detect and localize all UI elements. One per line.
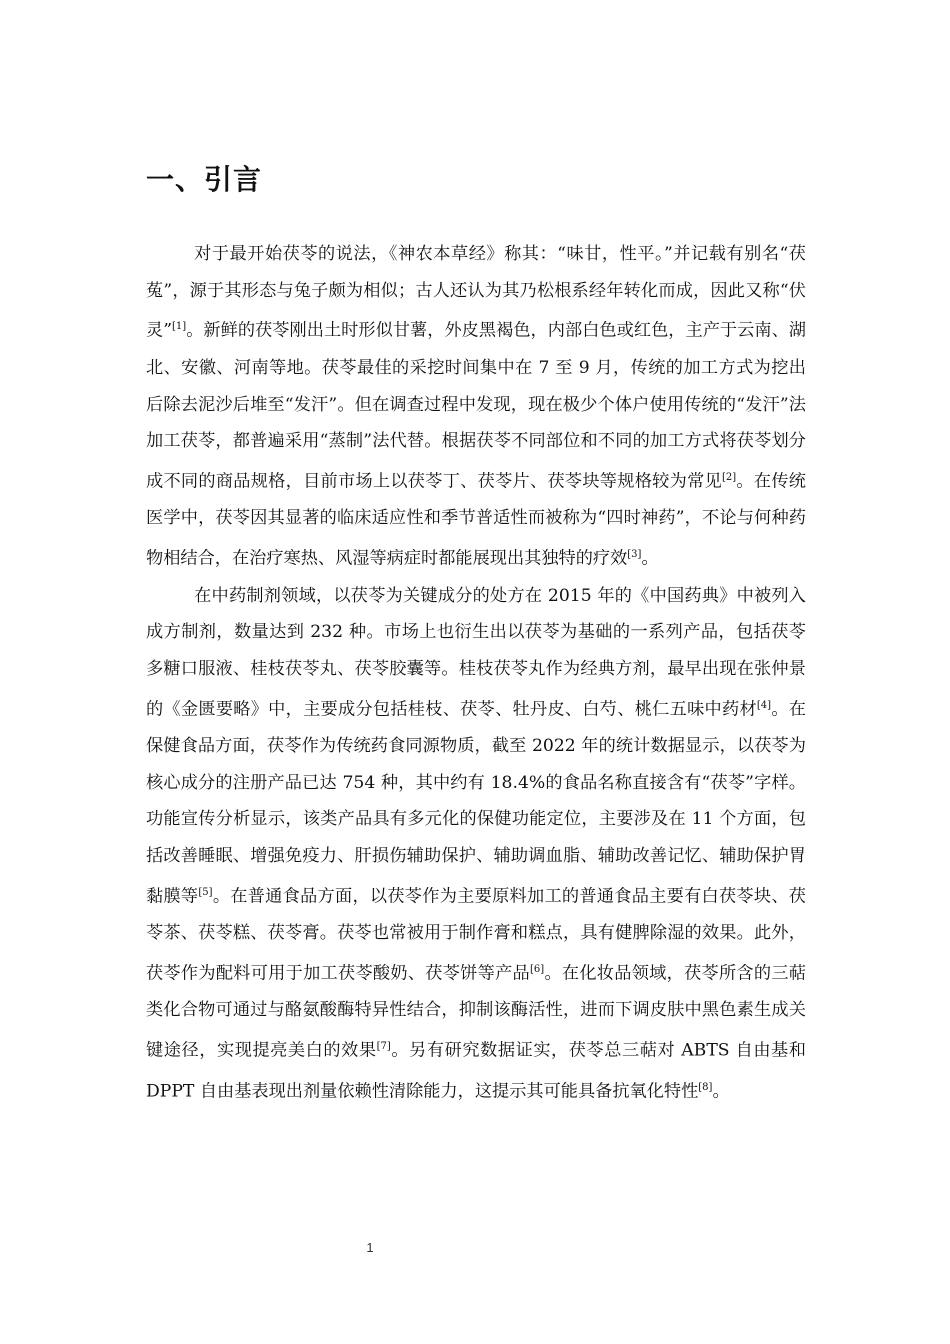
paragraph [146, 578, 806, 1111]
paragraph-text: 。在传统医学中，茯苓因其显著的临床适应性和季节普适性而被称为“四时神药”，不论与何种药物相结合，在治疗寒热、风湿等病症时都能展现出其独特的疗效 [146, 471, 806, 569]
paragraph-text: 。 [641, 548, 659, 569]
body-text [146, 236, 806, 1110]
paragraph-text: 。另有研究数据证实，茯苓总三萜对 ABTS 自由基和 DPPT 自由基表现出剂量依赖性清除能力，这提示其可能具备抗氧化特性 [146, 1040, 806, 1102]
citation-reference: [3] [627, 549, 642, 561]
paragraph [146, 236, 806, 578]
paragraph-text: 。在保健食品方面，茯苓作为传统药食同源物质，截至 2022 年的统计数据显示，以茯苓为核心成分的注册产品已达 754 种，其中约有 18.4%的食品名称直接含有“茯苓”字样。功能宣传分析显示，该类产品具有多元化的保健功能定位，主要涉及在 11 个方面，包括改善睡眠、增强免疫力、肝损伤辅助保护、辅助调血脂、辅助改善记忆、辅助保护胃黏膜等 [146, 699, 806, 907]
paragraph-text: 。在普通食品方面，以茯苓作为主要原料加工的普通食品主要有白茯苓块、茯苓茶、茯苓糕、茯苓膏。茯苓也常被用于制作膏和糕点，具有健脾除湿的效果。此外，茯苓作为配料可用于加工茯苓酸奶、茯苓饼等产品 [146, 886, 806, 984]
paragraph-text: 在中药制剂领域，以茯苓为关键成分的处方在 2015 年的《中国药典》中被列入成方制剂，数量达到 232 种。市场上也衍生出以茯苓为基础的一系列产品，包括茯苓多糖口服液、桂枝茯苓丸、茯苓胶囊等。桂枝茯苓丸作为经典方剂，最早出现在张仲景的《金匮要略》中，主要成分包括桂枝、茯苓、牡丹皮、白芍、桃仁五味中药材 [146, 585, 806, 720]
citation-reference: [1] [172, 321, 187, 333]
section-title: 一、引言 [146, 163, 263, 196]
page-number: 1 [366, 1240, 374, 1255]
paragraph-text: 。在化妆品领域，茯苓所含的三萜类化合物可通过与酪氨酸酶特异性结合，抑制该酶活性，进而下调皮肤中黑色素生成关键途径，实现提亮美白的效果 [146, 963, 806, 1061]
paragraph-text: 对于最开始茯苓的说法，《神农本草经》称其：“味甘，性平。”并记载有别名“茯菟”，源于其形态与兔子颇为相似；古人还认为其乃松根系经年转化而成，因此又称“伏灵” [146, 244, 806, 342]
citation-reference: [6] [530, 964, 545, 976]
citation-reference: [8] [698, 1081, 713, 1093]
citation-reference: [5] [198, 886, 213, 898]
paragraph-text: 。 [712, 1081, 730, 1102]
citation-reference: [2] [721, 471, 737, 483]
paragraph-text: 。新鲜的茯苓刚出土时形似甘薯，外皮黑褐色，内部白色或红色，主产于云南、湖北、安徽、河南等地。茯苓最佳的采挖时间集中在 7 至 9 月，传统的加工方式为挖出后除去泥沙后堆至“发汗”。但在调查过程中发现，现在极少个体户使用传统的“发汗”法加工茯苓，都普遍采用“蒸制”法代替。根据茯苓不同部位和不同的加工方式将茯苓划分成不同的商品规格，目前市场上以茯苓丁、茯苓片、茯苓块等规格较为常见 [146, 321, 806, 492]
citation-reference: [4] [756, 699, 772, 711]
citation-reference: [7] [376, 1041, 391, 1053]
